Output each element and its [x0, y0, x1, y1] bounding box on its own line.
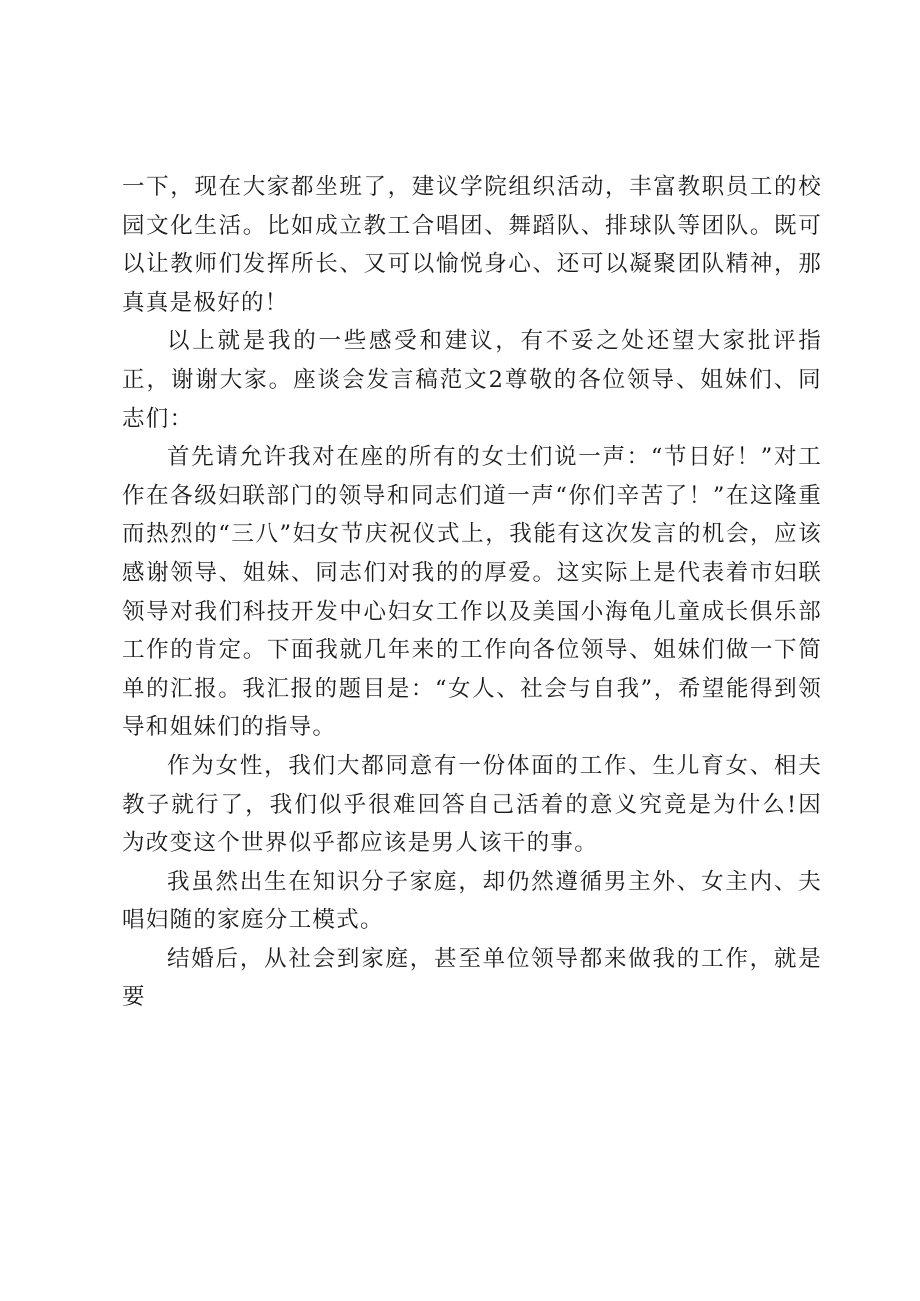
document-body	[122, 168, 822, 1017]
paragraph-greeting: 首先请允许我对在座的所有的女士们说一声：“节日好！”对工作在各级妇联部门的领导和同志们道一声“你们辛苦了！”在这隆重而热烈的“三八”妇女节庆祝仪式上，我能有这次发言的机会，应该感谢领导、姐妹、同志们对我的的厚爱。这实际上是代表着市妇联领导对我们科技开发中心妇女工作以及美国小海龟儿童成长俱乐部工作的肯定。下面我就几年来的工作向各位领导、姐妹们做一下简单的汇报。我汇报的题目是：“女人、社会与自我”，希望能得到领导和姐妹们的指导。	[122, 444, 822, 741]
paragraph-closing-remarks: 以上就是我的一些感受和建议，有不妥之处还望大家批评指正，谢谢大家。座谈会发言稿范文2尊敬的各位领导、姐妹们、同志们：	[122, 328, 822, 432]
paragraph-women-role: 作为女性，我们大都同意有一份体面的工作、生儿育女、相夫教子就行了，我们似乎很难回答自己活着的意义究竟是为什么!因为改变这个世界似乎都应该是男人该干的事。	[122, 752, 822, 857]
paragraph-continuation: 一下，现在大家都坐班了，建议学院组织活动，丰富教职员工的校园文化生活。比如成立教工合唱团、舞蹈队、排球队等团队。既可以让教师们发挥所长、又可以愉悦身心、还可以凝聚团队精神，那真真是极好的！	[122, 174, 822, 316]
paragraph-family-background: 我虽然出生在知识分子家庭，却仍然遵循男主外、女主内、夫唱妇随的家庭分工模式。	[122, 868, 822, 934]
paragraph-after-marriage: 结婚后，从社会到家庭，甚至单位领导都来做我的工作，就是要	[122, 945, 822, 1011]
